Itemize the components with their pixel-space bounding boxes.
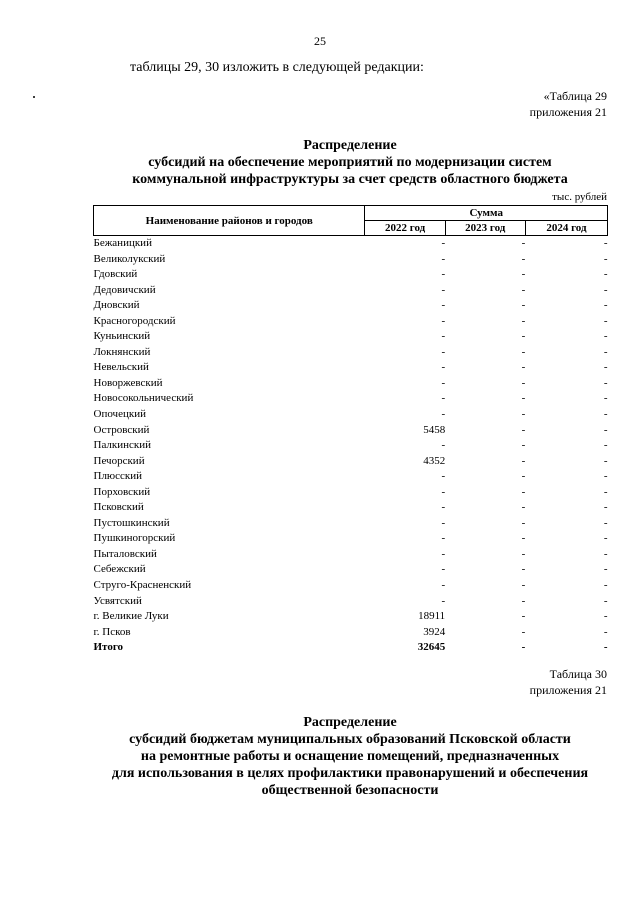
value-2022: - [441,237,446,249]
value-2024: - [603,516,608,529]
table30-title-line2: субсидий бюджетам муниципальных образований Псковской области [129,732,571,747]
table-row [94,609,608,625]
value-2022: - [441,299,446,312]
table-total-row [94,640,608,656]
value-2023: - [521,283,526,296]
value-2023: - [521,361,526,374]
value-2022: - [441,408,446,421]
value-2024: - [603,547,608,560]
value-2024: - [603,252,608,265]
value-2023: - [521,454,526,467]
value-2023: - [521,299,526,312]
value-2022: - [441,439,446,452]
table30-title [60,714,640,799]
table-row [94,485,608,501]
value-2023: - [521,314,526,327]
district-name: Великолукский [93,252,166,265]
table30-ref-line1: Таблица 30 [549,667,607,681]
value-2022: - [441,594,446,607]
table29-reference [530,88,607,120]
table29-title-line2: субсидий на обеспечение мероприятий по модернизации систем [148,155,552,170]
table-row [94,283,608,299]
table-row [94,423,608,439]
value-2023: - [521,237,526,249]
table-row [94,376,608,392]
district-name: Усвятский [93,594,142,607]
value-2022: - [441,283,446,296]
table-row [94,236,608,252]
header-sum: Сумма [365,206,608,221]
value-2023: - [521,610,526,623]
table30-reference [530,666,607,698]
district-name: Куньинский [93,330,151,343]
value-2022: 4352 [423,454,446,467]
value-2023: - [521,330,526,343]
header-2024: 2024 год [525,221,607,236]
value-2023: - [521,563,526,576]
value-2022: - [441,547,446,560]
value-2022: - [441,579,446,592]
header-2022: 2022 год [365,221,445,236]
table29-ref-line1: «Таблица 29 [543,89,607,103]
district-name: Невельский [93,361,149,374]
table29-title [60,137,640,188]
value-2022: - [441,268,446,281]
value-2023: - [521,423,526,436]
value-2022: 32645 [417,641,446,654]
value-2022: - [441,330,446,343]
district-name: Порховский [93,485,151,498]
table-row [94,500,608,516]
value-2024: - [603,563,608,576]
district-name: Локнянский [93,345,151,358]
table29-title-line3: коммунальной инфраструктуры за счет средств областного бюджета [132,172,568,187]
scan-speck [33,96,35,98]
district-name: Опочецкий [93,408,146,421]
table-row [94,438,608,454]
value-2024: - [603,330,608,343]
table29-title-line1: Распределение [303,138,397,153]
district-name: Дновский [93,299,140,312]
value-2024: - [603,579,608,592]
district-name: Новоржевский [93,376,163,389]
value-2024: - [603,610,608,623]
value-2022: - [441,470,446,483]
table29 [93,205,608,656]
value-2022: 18911 [418,610,446,623]
value-2023: - [521,625,526,638]
table-row [94,314,608,330]
district-name: Печорский [93,454,145,467]
table29-ref-line2: приложения 21 [529,105,607,119]
value-2024: - [603,532,608,545]
district-name: Островский [93,423,150,436]
value-2024: - [603,361,608,374]
header-2023: 2023 год [445,221,525,236]
district-name: г. Псков [93,625,131,638]
district-name: г. Великие Луки [93,610,169,623]
table-row [94,454,608,470]
value-2024: - [603,408,608,421]
district-name: Красногородский [93,314,176,327]
value-2024: - [603,641,608,654]
table-row [94,391,608,407]
district-name: Плюсский [93,470,143,483]
value-2024: - [603,268,608,281]
table-row [94,516,608,532]
value-2024: - [603,439,608,452]
value-2022: - [441,516,446,529]
value-2024: - [603,237,608,249]
district-name: Дедовичский [93,283,156,296]
value-2023: - [521,547,526,560]
value-2024: - [603,299,608,312]
value-2023: - [521,408,526,421]
district-name: Струго-Красненский [93,579,192,592]
value-2022: - [441,485,446,498]
value-2023: - [521,252,526,265]
value-2023: - [521,376,526,389]
table-row [94,360,608,376]
value-2022: - [441,345,446,358]
value-2024: - [603,392,608,405]
value-2024: - [603,283,608,296]
value-2022: - [441,314,446,327]
value-2023: - [521,470,526,483]
value-2022: 5458 [423,423,446,436]
table-row [94,531,608,547]
value-2022: - [441,361,446,374]
table-row [94,267,608,283]
value-2023: - [521,268,526,281]
value-2022: 3924 [423,625,446,638]
district-name: Гдовский [93,268,138,281]
header-name: Наименование районов и городов [94,206,365,236]
value-2022: - [441,392,446,405]
table-row [94,252,608,268]
value-2023: - [521,579,526,592]
table29-body [94,236,608,656]
district-name: Палкинский [93,439,152,452]
value-2024: - [603,625,608,638]
page-number: 25 [314,34,326,48]
value-2024: - [603,454,608,467]
value-2023: - [521,532,526,545]
value-2024: - [603,423,608,436]
table-row [94,345,608,361]
value-2023: - [521,641,526,654]
value-2023: - [521,516,526,529]
district-name: Итого [93,641,124,654]
value-2024: - [603,594,608,607]
intro-text: таблицы 29, 30 изложить в следующей редакции: [130,60,424,75]
district-name: Пыталовский [93,547,157,560]
table30-ref-line2: приложения 21 [529,683,607,697]
value-2022: - [441,376,446,389]
table-row [94,298,608,314]
table29-units: тыс. рублей [552,191,607,203]
table30-title-line5: общественной безопасности [261,783,439,798]
district-name: Псковский [93,501,144,514]
table-row [94,578,608,594]
table-row [94,594,608,610]
value-2022: - [441,252,446,265]
district-name: Бежаницкий [93,237,152,249]
table-row [94,407,608,423]
value-2023: - [521,392,526,405]
table-row [94,469,608,485]
value-2023: - [521,439,526,452]
table-row [94,562,608,578]
value-2024: - [603,376,608,389]
value-2022: - [441,563,446,576]
value-2022: - [441,532,446,545]
table-row [94,625,608,641]
value-2024: - [603,345,608,358]
district-name: Новосокольнический [93,392,194,405]
value-2023: - [521,501,526,514]
table30-title-line4: для использования в целях профилактики правонарушений и обеспечения [111,766,589,781]
district-name: Пустошкинский [93,516,170,529]
value-2024: - [603,314,608,327]
value-2023: - [521,594,526,607]
value-2024: - [603,470,608,483]
table30-title-line1: Распределение [303,715,397,730]
value-2024: - [603,501,608,514]
value-2024: - [603,485,608,498]
value-2023: - [521,345,526,358]
district-name: Пушкиногорский [93,532,176,545]
value-2023: - [521,485,526,498]
value-2022: - [441,501,446,514]
table30-title-line3: на ремонтные работы и оснащение помещений, предназначенных [140,749,560,764]
table-row [94,547,608,563]
district-name: Себежский [93,563,146,576]
table-row [94,329,608,345]
